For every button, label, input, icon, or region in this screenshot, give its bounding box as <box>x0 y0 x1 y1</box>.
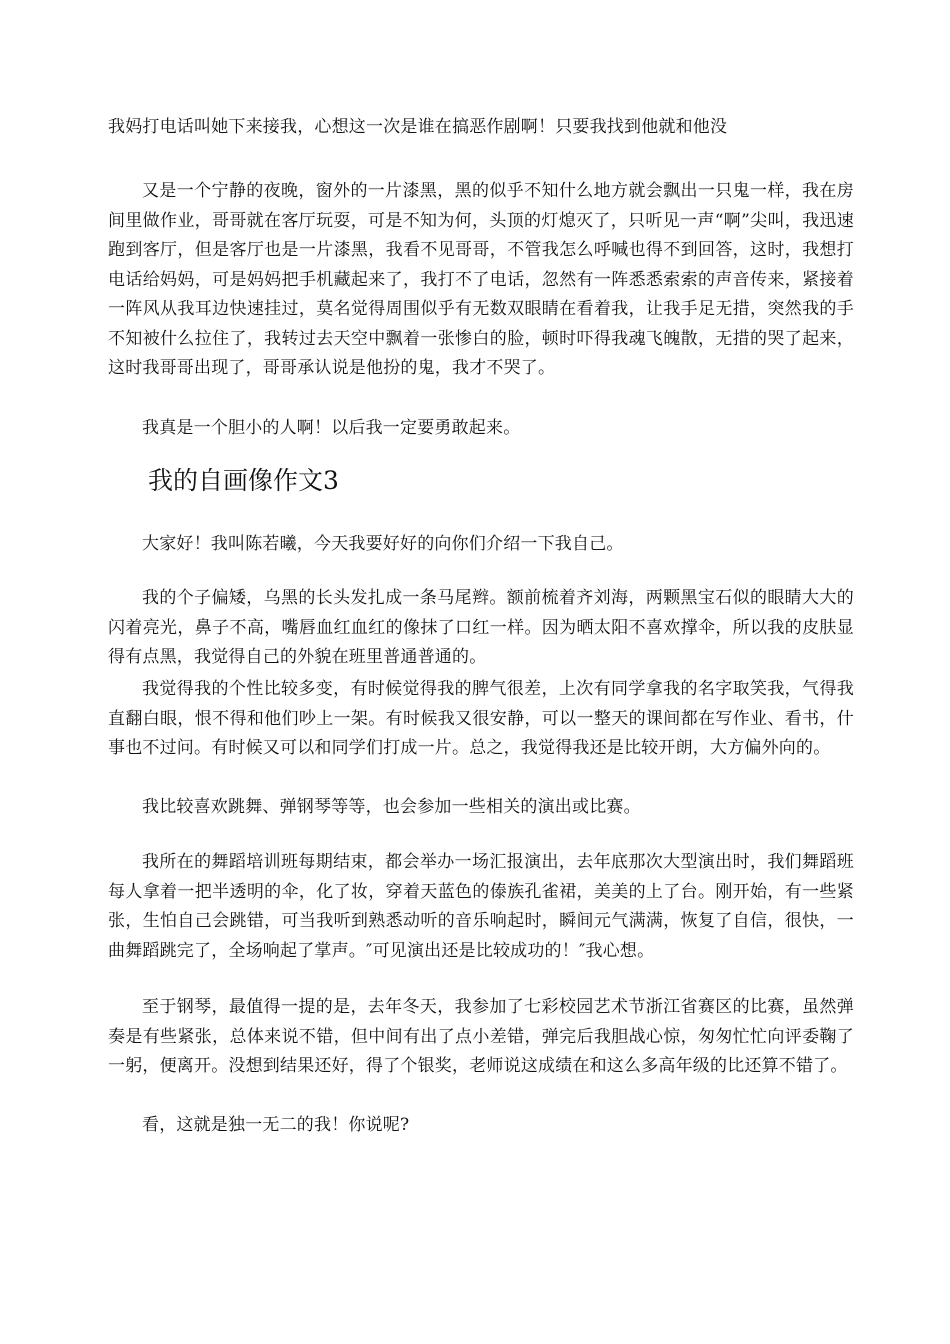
section-heading: 我的自画像作文3 <box>148 466 339 495</box>
paragraph: 我的个子偏矮，乌黑的长头发扎成一条马尾辫。额前梳着齐刘海，两颗黑宝石似的眼睛大大的闪着亮光，鼻子不高，嘴唇血红血红的像抹了口红一样。因为晒太阳不喜欢撑伞，所以我的皮肤显得有点黑，我觉得自己的外貌在班里普通普通的。 <box>108 588 854 667</box>
paragraph: 我觉得我的个性比较多变，有时候觉得我的脾气很差，上次有同学拿我的名字取笑我，气得我直翻白眼，恨不得和他们吵上一架。有时候我又很安静，可以一整天的课间都在写作业、看书，什事也不过问。有时候又可以和同学们打成一片。总之，我觉得我还是比较开朗，大方偏外向的。 <box>108 679 854 758</box>
personality-paragraph <box>108 675 854 764</box>
dance-paragraph <box>108 848 854 966</box>
carryover-line: 我妈打电话叫她下来接我，心想这一次是谁在搞恶作剧啊！只要我找到他就和他没 <box>108 117 728 137</box>
paragraph: 我比较喜欢跳舞、弹钢琴等等，也会参加一些相关的演出或比赛。 <box>142 797 641 817</box>
story-paragraph-2 <box>108 414 854 444</box>
intro-paragraph <box>108 530 854 560</box>
closing-paragraph <box>108 1111 854 1141</box>
paragraph: 我真是一个胆小的人啊！以后我一定要勇敢起来。 <box>142 418 521 438</box>
paragraph: 至于钢琴，最值得一提的是，去年冬天，我参加了七彩校园艺术节浙江省赛区的比赛，虽然弹奏是有些紧张，总体来说不错，但中间有出了点小差错，弹完后我胆战心惊，匆匆忙忙向评委鞠了一躬，便离开。没想到结果还好，得了个银奖，老师说这成绩在和这么多高年级的比还算不错了。 <box>108 997 854 1076</box>
paragraph: 大家好！我叫陈若曦，今天我要好好的向你们介绍一下我自己。 <box>142 534 624 554</box>
appearance-paragraph <box>108 584 854 673</box>
hobby-paragraph <box>108 793 854 823</box>
story-paragraph-1 <box>108 177 854 384</box>
paragraph: 又是一个宁静的夜晚，窗外的一片漆黑，黑的似乎不知什么地方就会飘出一只鬼一样，我在房间里做作业，哥哥就在客厅玩耍，可是不知为何，头顶的灯熄灭了，只听见一声“啊”尖叫，我迅速跑到客厅，但是客厅也是一片漆黑，我看不见哥哥，不管我怎么呼喊也得不到回答，这时，我想打电话给妈妈，可是妈妈把手机藏起来了，我打不了电话，忽然有一阵悉悉索索的声音传来，紧接着一阵风从我耳边快速挂过，莫名觉得周围似乎有无数双眼睛在看着我，让我手足无措，突然我的手不知被什么拉住了，我转过去天空中飘着一张惨白的脸，顿时吓得我魂飞魄散，无措的哭了起来，这时我哥哥出现了，哥哥承认说是他扮的鬼，我才不哭了。 <box>108 181 854 378</box>
paragraph: 看，这就是独一无二的我！你说呢? <box>142 1115 410 1135</box>
paragraph: 我所在的舞蹈培训班每期结束，都会举办一场汇报演出，去年底那次大型演出时，我们舞蹈班每人拿着一把半透明的伞，化了妆，穿着天蓝色的傣族孔雀裙，美美的上了台。刚开始，有一些紧张，生怕自己会跳错，可当我听到熟悉动听的音乐响起时，瞬间元气满满，恢复了自信，很快，一曲舞蹈跳完了，全场响起了掌声。″可见演出还是比较成功的！″我心想。 <box>108 852 854 961</box>
piano-paragraph <box>108 993 854 1082</box>
